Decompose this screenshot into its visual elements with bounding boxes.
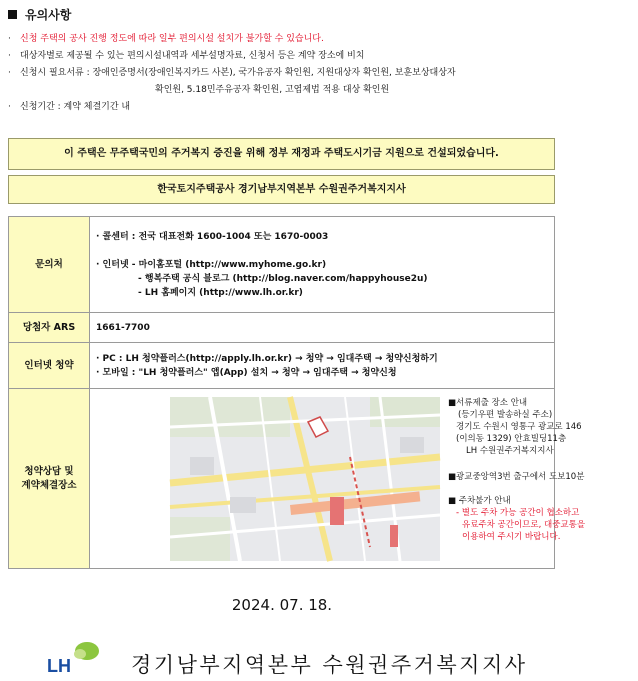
section-title-text: 유의사항 xyxy=(25,8,72,22)
section-title xyxy=(8,6,71,23)
funding-notice-box: 이 주택은 무주택국민의 주거복지 증진을 위해 정부 재정과 주택도시기금 지원으로 건설되었습니다. xyxy=(8,138,555,170)
bullet-icon: · xyxy=(8,51,11,61)
visit-label-line: 청약상담 및 xyxy=(24,465,74,477)
note-item xyxy=(8,31,560,48)
parking-title: ■ 주차불가 안내 xyxy=(448,496,511,506)
online-apply-label: 인터넷 청약 xyxy=(9,343,90,389)
bullet-icon: · xyxy=(8,68,11,78)
place-note: (등기우편 발송하실 주소) xyxy=(458,410,553,420)
note-text: 신청시 필요서류 : 장애인증명서(장애인복지카드 사본), 국가유공자 확인원, 지원대상자 확인원, 보훈보상대상자 xyxy=(20,68,456,78)
note-text: 확인원, 5.18민주유공자 확인원, 고엽제법 적용 대상 확인원 xyxy=(155,85,390,95)
address-line: 경기도 수원시 영통구 광교로 146 xyxy=(456,422,582,432)
transit-info: ■광교중앙역3번 출구에서 도보10분 xyxy=(448,472,585,482)
note-text: 대상자별로 제공될 수 있는 편의시설내역과 세부설명자료, 신청서 등은 계약 장소에 비치 xyxy=(20,51,365,61)
parking-note: 유료주차 공간이므로, 대중교통을 xyxy=(462,520,586,530)
contact-info-table xyxy=(8,216,586,569)
note-text: 신청 주택의 공사 진행 정도에 따라 일부 편의시설 설치가 불가할 수 있습니다. xyxy=(20,34,324,44)
lh-logo xyxy=(45,639,107,681)
ars-label: 당첨자 ARS xyxy=(9,313,90,343)
blog-link[interactable]: - 행복주택 공식 블로그 (http://blog.naver.com/happyhouse2u) xyxy=(138,274,428,284)
contact-value xyxy=(90,217,555,313)
parking-note: 이용하여 주시기 바랍니다. xyxy=(462,532,561,542)
bullet-icon: · xyxy=(8,102,11,112)
online-pc-text: · PC : LH 청약플러스(http://apply.lh.or.kr) → 청약 → 임대주택 → 청약신청하기 xyxy=(96,353,438,364)
online-apply-value xyxy=(90,343,555,389)
square-bullet-icon xyxy=(8,10,17,19)
ars-value: 1661-7700 xyxy=(90,313,555,343)
bullet-icon: · xyxy=(8,34,11,44)
note-item-continuation xyxy=(8,82,560,99)
svg-text:LH: LH xyxy=(47,656,71,676)
online-mobile-text: · 모바일 : "LH 청약플러스" 앱(App) 설치 → 청약 → 임대주택 → 청약신청 xyxy=(96,367,397,378)
map-illustration xyxy=(170,397,440,561)
myhome-link[interactable]: · 인터넷 - 마이홈포털 (http://www.myhome.go.kr) xyxy=(96,260,327,270)
lh-home-link[interactable]: - LH 홈페이지 (http://www.lh.or.kr) xyxy=(138,288,303,298)
location-map[interactable] xyxy=(170,397,440,561)
address-line: (이의동 1329) 안효빌딩11층 xyxy=(456,434,567,444)
notice-date: 2024. 07. 18. xyxy=(231,596,333,614)
place-title: ■서류제출 장소 안내 xyxy=(448,398,528,408)
note-item xyxy=(8,65,560,82)
visit-place-label xyxy=(9,389,90,569)
visit-place-cell xyxy=(90,389,586,569)
address-line: LH 수원권주거복지지사 xyxy=(466,446,554,456)
visit-label-line: 계약체결장소 xyxy=(21,479,77,491)
note-item xyxy=(8,99,560,116)
notes-list xyxy=(8,31,560,116)
footer-org-name: 경기남부지역본부 수원권주거복지지사 xyxy=(131,653,528,677)
place-info xyxy=(448,397,638,543)
parking-note: - 별도 주차 가능 공간이 협소하고 xyxy=(456,508,580,518)
note-item xyxy=(8,48,560,65)
lh-logo-icon xyxy=(45,639,107,677)
branch-name-box: 한국토지주택공사 경기남부지역본부 수원권주거복지지사 xyxy=(8,175,555,204)
contact-label: 문의처 xyxy=(9,217,90,313)
note-text: 신청기간 : 계약 체결기간 내 xyxy=(20,102,131,112)
call-center-text: · 콜센터 : 전국 대표전화 1600-1004 또는 1670-0003 xyxy=(96,232,329,242)
